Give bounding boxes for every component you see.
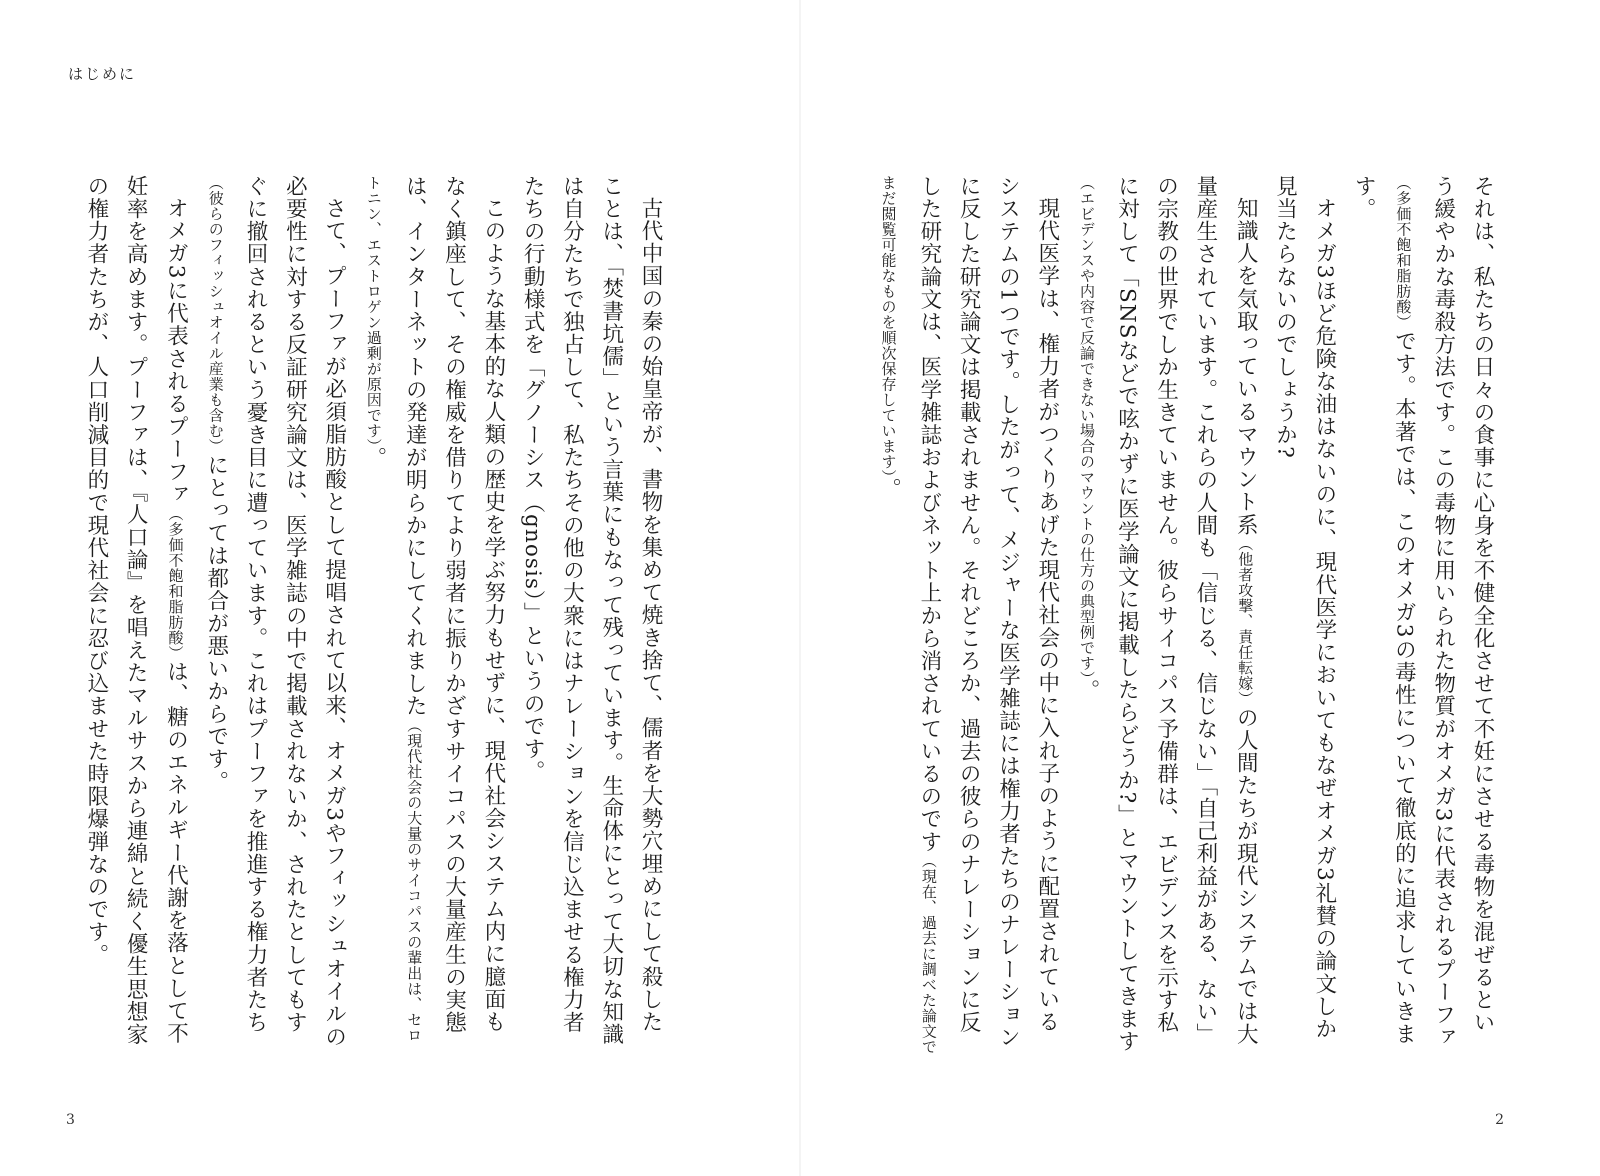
left-page-body: [0, 175, 670, 1055]
right-page: [800, 0, 1600, 1176]
paragraph: [354, 175, 513, 1055]
text-segment: このような基本的な人類の歴史を学ぶ努力もせずに、現代社会システム内に臆面もなく鎮座して、その権威を借りてより弱者に振りかざすサイコパスの大量産生の実態は、インターネットの発達が明らかにしてくれました: [402, 175, 506, 1034]
parenthetical-note: （現在、過去に調べた論文でまだ閲覧可能なものを順次保存しています）: [879, 175, 938, 1055]
text-segment: は、糖のエネルギー代謝を落として不妊率を高めます。プーファは、『人口論』を唱えたマルサスから連綿と続く優生思想家の権力者たちが、人口削減目的で現代社会に忍び込ませた時限爆弾なのです。: [83, 175, 189, 1046]
right-page-body: [876, 175, 1502, 1055]
text-segment: 古代中国の秦の始皇帝が、書物を集めて焼き捨て、儒者を大勢穴埋めにして殺したことは、: [598, 175, 663, 1033]
paragraph: [868, 175, 1066, 1055]
parenthetical-note: （多価不飽和脂肪酸）: [1394, 175, 1413, 330]
parenthetical-note: （エビデンスや内容で反論できない場合のマウントの仕方の典型例です）: [1078, 175, 1097, 679]
text-segment: 。: [876, 477, 902, 501]
parenthetical-note: （彼らのフィッシュオイル産業も含む）: [206, 175, 225, 454]
text-segment: 。: [1075, 679, 1101, 702]
text-segment: それは、私たちの日々の食事に心身を不健全化させて不妊にさせる毒物を混ぜるという緩やかな毒殺方法です。この毒物に用いられた物質がオメガ3に代表されるプーファ: [1430, 175, 1495, 1049]
page-number-right: 2: [1495, 1112, 1504, 1128]
paragraph: [77, 175, 196, 1055]
text-segment: オメガ3ほど危険な油はないのに、現代医学においてもなぜオメガ3礼賛の論文しか見当たらないのでしょうか?: [1272, 175, 1337, 1040]
paragraph: [1344, 175, 1502, 1055]
parenthetical-note: （他者攻撃、責任転嫁）: [1236, 535, 1255, 706]
paragraph: [513, 175, 670, 1055]
text-segment: の人間たちが現代システムでは大量産生されています。これらの人間も「信じる、信じない」「自己利益がある、ない」の宗教の世界でしか生きていません。彼らサイコパス予備群は、エビデンスを示す私に対して「SNSなどで呟かずに医学論文に掲載したらどうか?」とマウントしてきます: [1114, 175, 1259, 1053]
text-segment: 現代医学は、権力者がつくりあげた現代社会の中に入れ子のように配置されているシステムの1つです。したがって、メジャーな医学雑誌には権力者たちのナレーションに反した研究論文は掲載されません。それどころか、過去の彼らのナレーションに反した研究論文は、医学雑誌およびネット上から消されているのです: [916, 175, 1060, 1049]
text-segment: です。本著では、このオメガ3の毒性について徹底的に追求していきます。: [1351, 175, 1417, 1046]
parenthetical-note: （現代社会の大量のサイコパスの輩出は、セロトニン、エストロゲン過剰が原因です）: [364, 175, 424, 1043]
page-number-left: 3: [66, 1112, 75, 1128]
text-segment: にとっては都合が悪いからです。: [203, 454, 229, 793]
text-segment: という言葉にもなって残っています。生命体にとって大切な知識は自分たちで独占して、私たちその他の大衆にはナレーションを信じ込ませる権力者たちの行動様式を: [520, 175, 624, 1046]
parenthetical-note: （多価不飽和脂肪酸）: [166, 505, 185, 661]
text-segment: オメガ3に代表されるプーファ: [163, 196, 189, 506]
paragraph: [195, 175, 353, 1055]
paragraph: [1265, 175, 1344, 1055]
text-segment: さて、プーファが必須脂肪酸として提唱されて以来、オメガ3やフィッシュオイルの必要性に対する反証研究論文は、医学雑誌の中で掲載されないか、されたとしてもすぐに撤回されるという憂き目に遭っています。これはプーファを推進する権力者たち: [243, 175, 347, 1048]
text-segment: 「焚書坑儒」: [598, 265, 624, 391]
paragraph: [1067, 175, 1265, 1055]
text-segment: というのです。: [520, 624, 546, 783]
running-head: はじめに: [68, 65, 137, 83]
text-segment: 。: [361, 446, 387, 470]
text-segment: 知識人を気取っているマウント系: [1233, 196, 1259, 536]
text-segment: 「グノーシス（gnosis）」: [520, 355, 546, 625]
